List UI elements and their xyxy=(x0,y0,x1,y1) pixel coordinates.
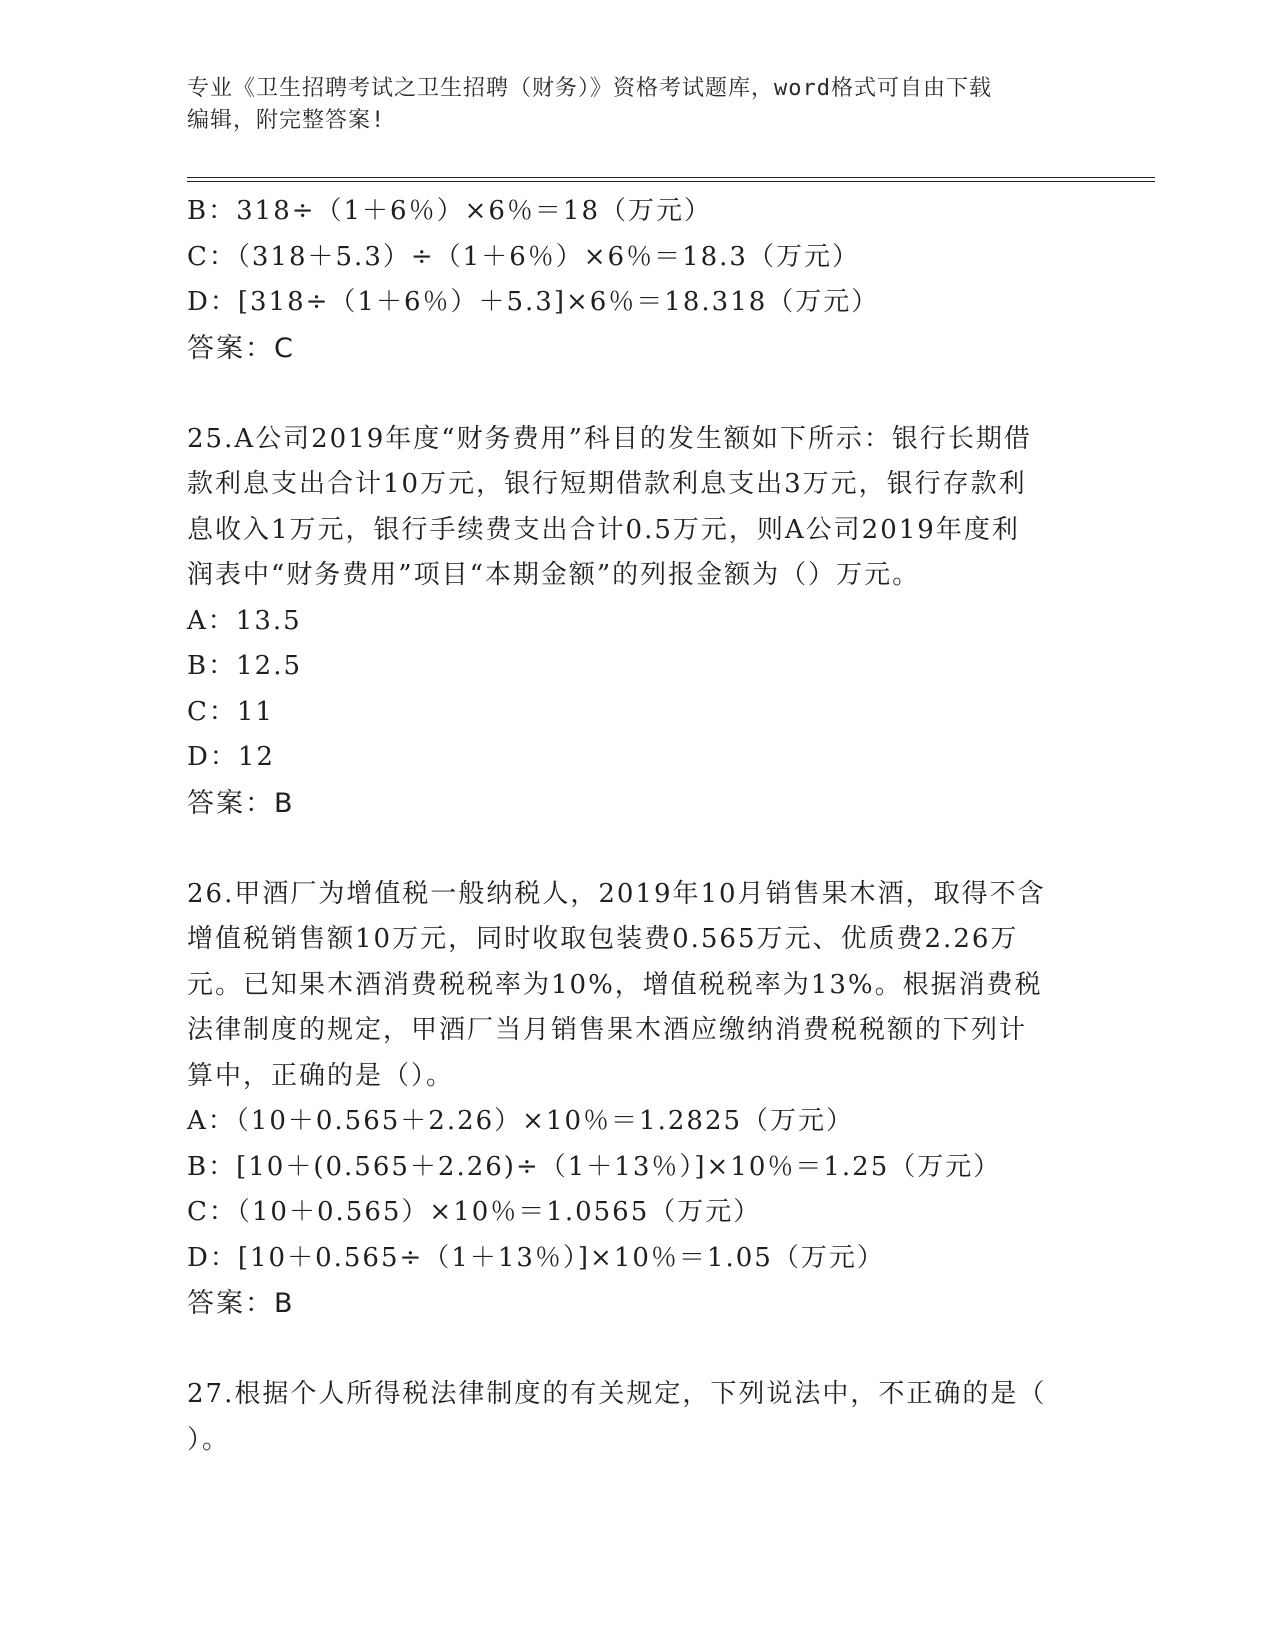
question-27 xyxy=(187,1372,1087,1463)
stem-line: 增值税销售额10万元，同时收取包装费0.565万元、优质费2.26万 xyxy=(187,924,1019,954)
option-d: D：[318÷（1＋6％）＋5.3]×6％＝18.318（万元） xyxy=(187,287,880,317)
option-d: D：12 xyxy=(187,742,275,772)
stem-line: 27.根据个人所得税法律制度的有关规定，下列说法中，不正确的是（ xyxy=(187,1379,1047,1409)
option-c: C：（318＋5.3）÷（1＋6％）×6％＝18.3（万元） xyxy=(187,241,860,272)
stem-line: 款利息支出合计10万元，银行短期借款利息支出3万元，银行存款利 xyxy=(187,469,1027,499)
document-body xyxy=(187,189,1087,1463)
option-c: C：（10＋0.565）×10％＝1.0565（万元） xyxy=(187,1197,762,1227)
header-divider-top xyxy=(187,177,1155,178)
option-b: B：[10＋(0.565＋2.26)÷（1＋13％）]×10％＝1.25（万元） xyxy=(187,1151,1002,1182)
question-stem xyxy=(187,417,1087,599)
answer-line: 答案：B xyxy=(187,1288,295,1319)
question-stem xyxy=(187,1372,1087,1463)
option-c: C：11 xyxy=(187,696,274,727)
question-24 xyxy=(187,189,1087,371)
stem-line: 元。已知果木酒消费税税率为10%，增值税税率为13%。根据消费税 xyxy=(187,969,1043,1000)
stem-line: 法律制度的规定，甲酒厂当月销售果木酒应缴纳消费税税额的下列计 xyxy=(187,1015,1028,1045)
header-line-1: 专业《卫生招聘考试之卫生招聘（财务）》资格考试题库，word格式可自由下载 xyxy=(187,76,992,101)
spacer xyxy=(187,371,1087,417)
question-26 xyxy=(187,872,1087,1327)
stem-line: 息收入1万元，银行手续费支出合计0.5万元，则A公司2019年度利 xyxy=(187,514,1020,545)
question-stem xyxy=(187,872,1087,1100)
option-b: B：318÷（1＋6％）×6％＝18（万元） xyxy=(187,196,713,226)
question-25 xyxy=(187,417,1087,827)
option-d: D：[10＋0.565÷（1＋13％）]×10％＝1.05（万元） xyxy=(187,1242,885,1273)
option-b: B：12.5 xyxy=(187,651,302,681)
answer-line: 答案：C xyxy=(187,332,295,364)
header-line-2: 编辑，附完整答案! xyxy=(187,108,386,133)
stem-line: 26.甲酒厂为增值税一般纳税人，2019年10月销售果木酒，取得不含 xyxy=(187,878,1046,909)
spacer xyxy=(187,826,1087,872)
header-divider-bottom xyxy=(187,181,1155,182)
option-a: A：（10＋0.565＋2.26）×10％＝1.2825（万元） xyxy=(187,1106,855,1136)
spacer xyxy=(187,1327,1087,1373)
option-a: A：13.5 xyxy=(187,605,302,636)
stem-line: 算中，正确的是（）。 xyxy=(187,1060,455,1091)
stem-line: 25.A公司2019年度“财务费用”科目的发生额如下所示：银行长期借 xyxy=(187,423,1032,454)
stem-line: 润表中“财务费用”项目“本期金额”的列报金额为（）万元。 xyxy=(187,560,921,590)
answer-line: 答案：B xyxy=(187,787,295,819)
page-header xyxy=(187,73,1067,137)
stem-line: ）。 xyxy=(187,1424,231,1455)
